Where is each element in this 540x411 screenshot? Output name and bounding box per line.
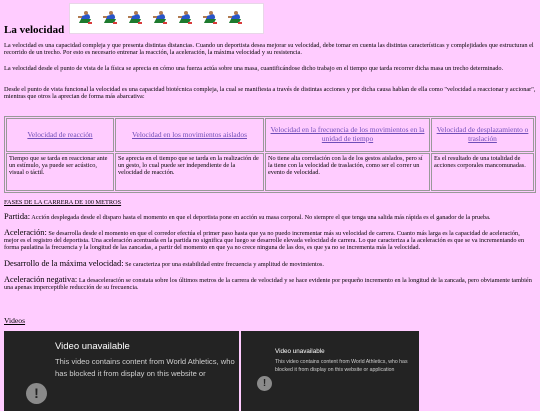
runner-figure [153,11,167,25]
phase-term: Partida: [4,212,31,221]
table-cell: No tiene alta correlación con la de los gestos aislados, pero sí la tiene con la velocidad de traslación, como ser el correr un evento de velocidad. [265,153,430,191]
table-cell: Se aprecia en el tiempo que se tarda en la realización de un gesto, lo cual puede ser independiente de la velocidad de reacción. [115,153,264,191]
table-cell: Es el resultado de una totalidad de acciones corporales mancomunadas. [431,153,534,191]
videos-link[interactable]: Videos [4,316,26,325]
reaction-speed-link[interactable]: Velocidad de reacción [27,129,93,139]
runner-figure [103,11,117,25]
runner-figure [128,11,142,25]
phase-text: Se caracteriza por una estabilidad entre frecuencia y amplitud de movimientos. [123,261,324,268]
warning-icon: ! [257,376,272,391]
runner-figure [228,11,242,25]
page [3,0,536,401]
runner-figure [203,11,217,25]
table-cell: Tiempo que se tarda en reaccionar ante un estímulo, ya puede ser acústico, visual o táctil. [6,153,114,191]
displacement-speed-link[interactable]: Velocidad de desplazamiento o traslación [436,125,529,143]
runner-figure [178,11,192,25]
physics-paragraph: La velocidad desde el punto de vista de la física se aprecia en cómo una fuerza actúa sobre una masa, cuantificándose dicho trabajo en el tiempo que tarda recorrer dicha masa un trecho determinado. [4,65,504,72]
phase-item [4,260,536,268]
page-title: La velocidad [4,24,65,36]
table-header-cell [265,118,430,152]
phase-term: Aceleración: [4,228,47,237]
warning-icon: ! [26,383,47,404]
table-row [6,153,534,191]
phase-item [4,213,536,221]
phase-term: Aceleración negativa: [4,275,78,284]
phase-term: Desarrollo de la máxima velocidad: [4,259,124,268]
video-unavailable-title: Video unavailable [275,348,325,355]
sprinters-banner-image [69,3,264,34]
header [3,0,536,36]
video-embed[interactable] [241,331,419,411]
video-unavailable-title: Video unavailable [55,341,130,352]
functional-paragraph: Desde el punto de vista funcional la velocidad es una capacidad biotécnica compleja, la cual se manifiesta a través de distintas acciones y por dicha causa hablan de ella como "velocidad a reaccionar y accionar", mientras que otros la aprecian de forma más abarcativa: [4,86,536,101]
video-unavailable-message: This video contains content from World Athletics, who has blocked it from display on this website or [55,357,235,378]
phase-text: La desaceleración se constata sobre los últimos metros de la carrera de velocidad y se hace evidente por pequeño incremento en la longitud de la zancada, pero obviamente también una apenas imperceptible reducción de su frecuencia. [4,277,532,292]
phase-item [4,229,536,252]
phase-item [4,276,536,291]
phases-heading: FASES DE LA CARRERA DE 100 METROS [4,199,122,206]
speed-types-table [4,116,536,193]
intro-paragraph: La velocidad es una capacidad compleja y que presenta distintas distancias. Cuando un deportista desea mejorar su velocidad, debe tomar en cuenta las distintas características y complejidades que estructuran el recorrido de un trecho. Por esto es necesario entrenar la reacción, la aceleración, la máxima velocidad y su resistencia. [4,42,534,57]
table-header-cell [115,118,264,152]
isolated-movement-speed-link[interactable]: Velocidad en los movimientos aislados [132,129,247,139]
video-unavailable-message: This video contains content from World Athletics, who has blocked it from display on this website or application [275,359,408,373]
phase-text: Se desarrolla desde el momento en que el corredor efectúa el primer paso hasta que ya no puedo incrementar más su velocidad de carrera. Cuanto más larga es la capacidad de aceleración, mejor es el registro del deportista. Una aceleración acentuada en la partida no significa que luego se desarrolle elevada velocidad de carrera. Lo que caracteriza a la aceleración es que se va incrementando en forma paulatina la frecuencia y la longitud de las zancadas, a partir del momento en que ya no crece ninguna de las dos, es que ya no se incrementa más la velocidad. [4,230,525,252]
runner-figure [78,11,92,25]
frequency-speed-link[interactable]: Velocidad en la frecuencia de los movimientos en la unidad de tiempo [270,125,425,143]
table-header-row [6,118,534,152]
phase-text: Acción desplegada desde el disparo hasta el momento en que el deportista pone en acción su masa corporal. No siempre el que tenga una salida más rápida es el ganador de la prueba. [30,214,491,221]
video-embed[interactable] [4,331,239,411]
table-header-cell [431,118,534,152]
table-header-cell [6,118,114,152]
